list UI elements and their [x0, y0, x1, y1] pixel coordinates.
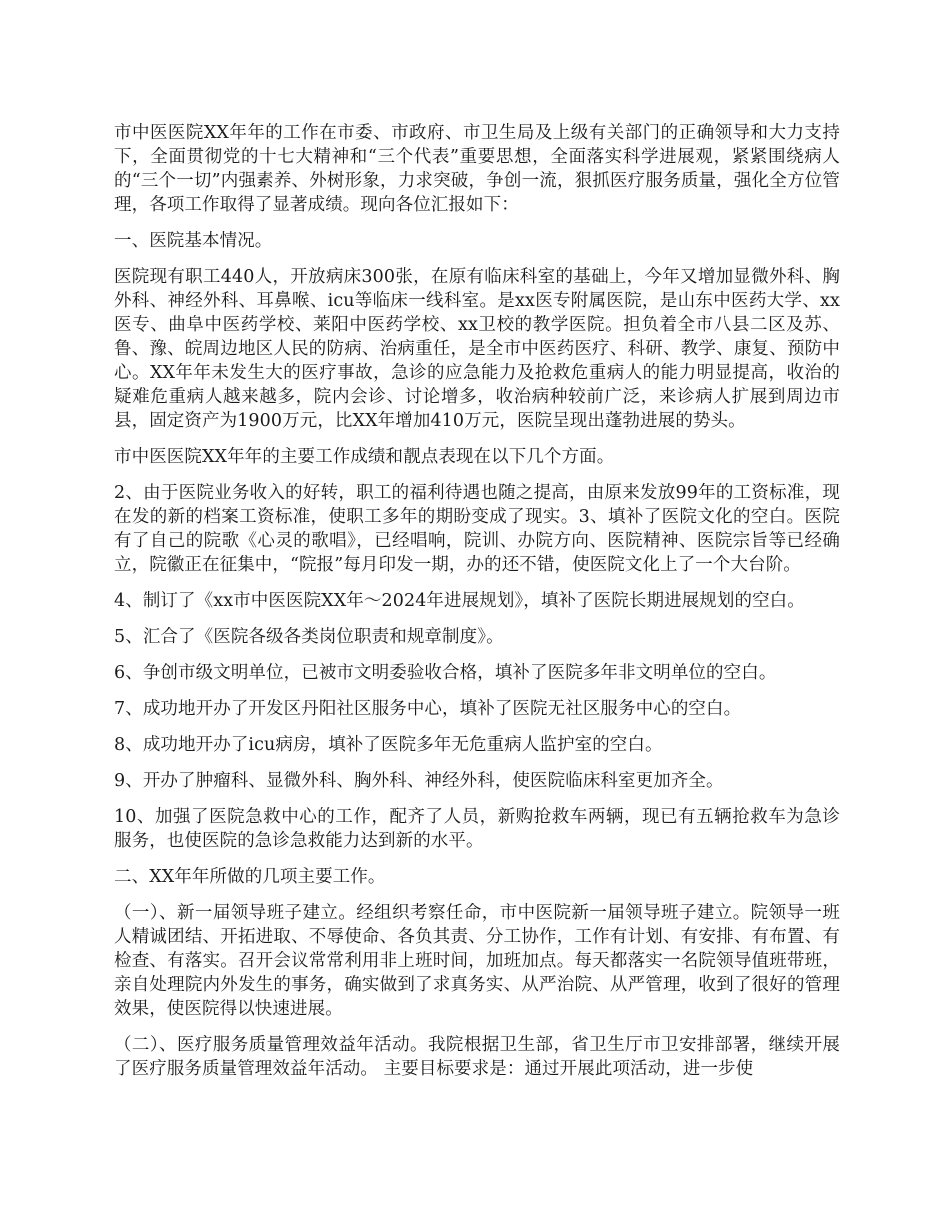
work-item-leadership: （一）、新一届领导班子建立。经组织考察任命，市中医院新一届领导班子建立。院领导一班人精诚团结、开拓进取、不辱使命、各负其责、分工协作，工作有计划、有安排、有布置、有检查、有落实。召开会议常常利用非上班时间，加班加点。每天都落实一名院领导值班带班，亲自处理院内外发生的事务，确实做到了求真务实、从严治院、从严管理，收到了很好的管理效果，使医院得以快速进展。 — [114, 903, 840, 1019]
intro-paragraph: 市中医医院XX年年的工作在市委、市政府、市卫生局及上级有关部门的正确领导和大力支持下，全面贯彻党的十七大精神和“三个代表”重要思想，全面落实科学进展观，紧紧围绕病人的“三个一切”内强素养、外树形象，力求突破，争创一流，狠抓医疗服务质量，强化全方位管理，各项工作取得了显著成绩。现向各位汇报如下： — [114, 123, 840, 215]
basic-info-paragraph: 医院现有职工440人，开放病床300张，在原有临床科室的基础上，今年又增加显微外科、胸外科、神经外科、耳鼻喉、icu等临床一线科室。是xx医专附属医院，是山东中医药大学、xx医专、曲阜中医药学校、莱阳中医药学校、xx卫校的教学医院。担负着全市八县二区及苏、鲁、豫、皖周边地区人民的防病、治病重任，是全市中医药医疗、科研、教学、康复、预防中心。XX年年未发生大的医疗事故，急诊的应急能力及抢救危重病人的能力明显提高，收治的疑难危重病人越来越多，院内会诊、讨论增多，收治病种较前广泛，来诊病人扩展到周边市县，固定资产为1900万元，比XX年增加410万元，医院呈现出蓬勃进展的势头。 — [114, 267, 840, 431]
achievement-item-7: 7、成功地开办了开发区丹阳社区服务中心，填补了医院无社区服务中心的空白。 — [114, 699, 742, 719]
document-body — [114, 121, 840, 1093]
achievement-item-8: 8、成功地开办了icu病房，填补了医院多年无危重病人监护室的空白。 — [114, 735, 663, 755]
achievement-item-6: 6、争创市级文明单位，已被市文明委验收合格，填补了医院多年非文明单位的空白。 — [114, 663, 777, 683]
achievement-item-5: 5、汇合了《医院各级各类岗位职责和规章制度》。 — [114, 627, 504, 647]
achievements-intro-paragraph: 市中医医院XX年年的主要工作成绩和靓点表现在以下几个方面。 — [114, 447, 615, 467]
achievement-item-2-3: 2、由于医院业务收入的好转，职工的福利待遇也随之提高，由原来发放99年的工资标准，现在发的新的档案工资标准，使职工多年的期盼变成了现实。3、填补了医院文化的空白。医院有了自己的院歌《心灵的歌唱》，已经唱响，院训、办院方向、医院精神、医院宗旨等已经确立，院徽正在征集中，“院报”每月印发一期，办的还不错，使医院文化上了一个大台阶。 — [114, 483, 840, 575]
achievement-item-4: 4、制订了《xx市中医医院XX年～2024年进展规划》，填补了医院长期进展规划的空白。 — [114, 591, 805, 611]
achievement-item-10: 10、加强了医院急救中心的工作，配齐了人员，新购抢救车两辆，现已有五辆抢救车为急诊服务，也使医院的急诊急救能力达到新的水平。 — [114, 807, 840, 851]
section-heading-basic-info: 一、医院基本情况。 — [114, 231, 273, 251]
achievement-item-9: 9、开办了肿瘤科、显微外科、胸外科、神经外科，使医院临床科室更加齐全。 — [114, 771, 724, 791]
section-heading-main-work: 二、XX年年所做的几项主要工作。 — [114, 867, 386, 887]
work-item-quality-activity: （二）、医疗服务质量管理效益年活动。我院根据卫生部，省卫生厅市卫安排部署，继续开展了医疗服务质量管理效益年活动。 主要目标要求是：通过开展此项活动，进一步使 — [114, 1035, 840, 1079]
